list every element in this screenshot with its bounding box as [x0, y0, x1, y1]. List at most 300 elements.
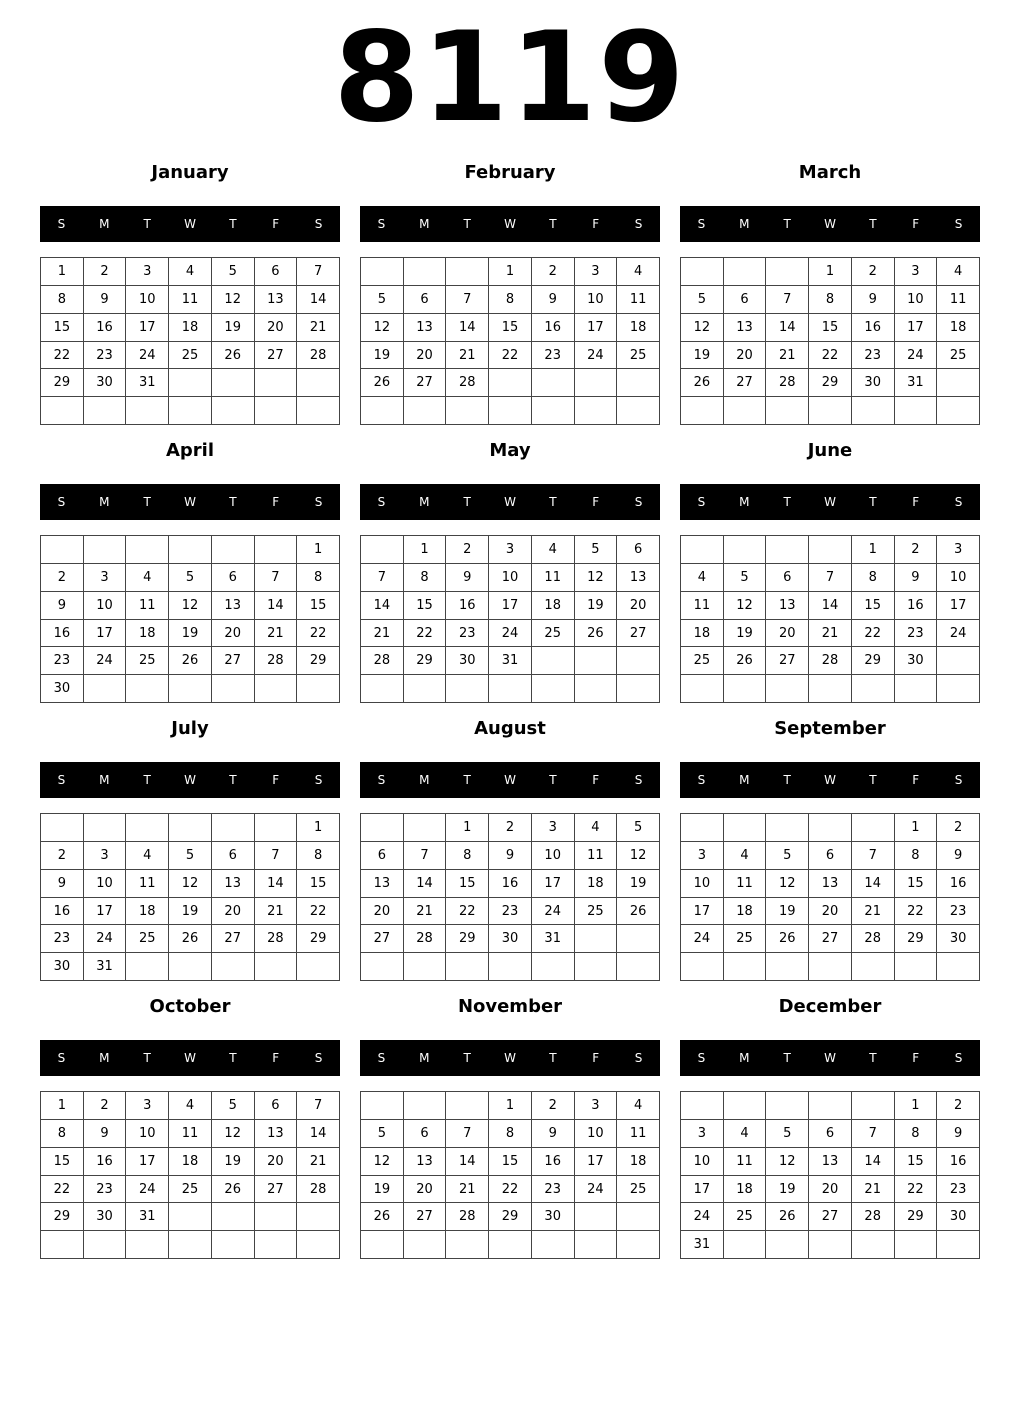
- day-cell: 22: [895, 1176, 938, 1204]
- day-cell: 29: [489, 1203, 532, 1231]
- weekday-header: [40, 762, 340, 798]
- day-cell: 27: [724, 369, 767, 397]
- day-cell: 30: [446, 647, 489, 675]
- empty-day-cell: [852, 953, 895, 981]
- day-cell: 11: [532, 564, 575, 592]
- day-cell: 5: [617, 814, 660, 842]
- day-cell: 16: [937, 1148, 980, 1176]
- day-cell: 15: [489, 1148, 532, 1176]
- day-cell: 27: [212, 925, 255, 953]
- day-grid: [360, 1091, 660, 1259]
- day-grid: [40, 1091, 340, 1259]
- day-cell: 12: [766, 1148, 809, 1176]
- day-cell: 28: [809, 647, 852, 675]
- day-cell: 23: [532, 342, 575, 370]
- empty-day-cell: [169, 397, 212, 425]
- day-cell: 12: [169, 592, 212, 620]
- day-cell: 1: [895, 1092, 938, 1120]
- weekday-label: W: [184, 1051, 196, 1065]
- weekday-label: W: [824, 1051, 836, 1065]
- day-cell: 17: [681, 1176, 724, 1204]
- day-cell: 17: [84, 620, 127, 648]
- day-cell: 29: [809, 369, 852, 397]
- day-cell: 27: [255, 1176, 298, 1204]
- day-cell: 4: [681, 564, 724, 592]
- day-cell: 31: [681, 1231, 724, 1259]
- day-cell: 14: [404, 870, 447, 898]
- empty-day-cell: [937, 369, 980, 397]
- day-cell: 4: [575, 814, 618, 842]
- day-cell: 10: [84, 592, 127, 620]
- day-cell: 2: [41, 842, 84, 870]
- day-cell: 13: [617, 564, 660, 592]
- day-cell: 23: [852, 342, 895, 370]
- empty-day-cell: [297, 397, 340, 425]
- day-cell: 26: [361, 369, 404, 397]
- weekday-label: M: [419, 495, 430, 509]
- day-cell: 9: [84, 1120, 127, 1148]
- weekday-label: M: [739, 1051, 750, 1065]
- empty-day-cell: [852, 1231, 895, 1259]
- empty-day-cell: [446, 397, 489, 425]
- weekday-label: F: [592, 773, 600, 787]
- empty-day-cell: [297, 1203, 340, 1231]
- weekday-header: [40, 206, 340, 242]
- day-cell: 1: [41, 258, 84, 286]
- day-cell: 1: [41, 1092, 84, 1120]
- day-cell: 22: [489, 342, 532, 370]
- day-cell: 28: [446, 1203, 489, 1231]
- day-cell: 6: [404, 286, 447, 314]
- weekday-label: T: [783, 1051, 791, 1065]
- day-cell: 9: [852, 286, 895, 314]
- weekday-label: S: [954, 217, 963, 231]
- empty-day-cell: [404, 1092, 447, 1120]
- day-cell: 9: [489, 842, 532, 870]
- empty-day-cell: [169, 1231, 212, 1259]
- day-cell: 15: [809, 314, 852, 342]
- day-cell: 21: [852, 898, 895, 926]
- day-cell: 21: [361, 620, 404, 648]
- day-cell: 20: [212, 898, 255, 926]
- day-cell: 3: [84, 564, 127, 592]
- day-cell: 24: [532, 898, 575, 926]
- day-cell: 7: [446, 1120, 489, 1148]
- empty-day-cell: [809, 536, 852, 564]
- weekday-label: W: [504, 217, 516, 231]
- day-cell: 28: [297, 1176, 340, 1204]
- day-cell: 7: [766, 286, 809, 314]
- empty-day-cell: [84, 397, 127, 425]
- day-cell: 21: [809, 620, 852, 648]
- day-cell: 1: [297, 814, 340, 842]
- day-cell: 6: [212, 842, 255, 870]
- day-cell: 14: [809, 592, 852, 620]
- empty-day-cell: [41, 397, 84, 425]
- day-cell: 5: [169, 842, 212, 870]
- day-cell: 2: [532, 258, 575, 286]
- weekday-label: T: [229, 495, 237, 509]
- empty-day-cell: [809, 675, 852, 703]
- day-cell: 2: [937, 1092, 980, 1120]
- day-cell: 12: [169, 870, 212, 898]
- empty-day-cell: [809, 397, 852, 425]
- day-cell: 2: [895, 536, 938, 564]
- day-cell: 26: [681, 369, 724, 397]
- empty-day-cell: [532, 369, 575, 397]
- day-cell: 11: [617, 1120, 660, 1148]
- empty-day-cell: [489, 369, 532, 397]
- weekday-label: S: [57, 1051, 66, 1065]
- day-cell: 8: [297, 564, 340, 592]
- day-cell: 12: [212, 286, 255, 314]
- day-cell: 12: [766, 870, 809, 898]
- day-cell: 25: [532, 620, 575, 648]
- day-cell: 7: [255, 564, 298, 592]
- weekday-header: [360, 762, 660, 798]
- day-cell: 23: [41, 647, 84, 675]
- day-cell: 24: [575, 342, 618, 370]
- empty-day-cell: [895, 953, 938, 981]
- empty-day-cell: [297, 675, 340, 703]
- day-cell: 1: [809, 258, 852, 286]
- day-cell: 6: [724, 286, 767, 314]
- day-cell: 9: [937, 1120, 980, 1148]
- weekday-label: S: [634, 1051, 643, 1065]
- day-cell: 9: [532, 1120, 575, 1148]
- day-cell: 5: [212, 1092, 255, 1120]
- day-cell: 25: [724, 925, 767, 953]
- day-cell: 28: [852, 925, 895, 953]
- day-cell: 18: [169, 314, 212, 342]
- weekday-label: W: [184, 217, 196, 231]
- day-cell: 11: [617, 286, 660, 314]
- empty-day-cell: [766, 814, 809, 842]
- day-cell: 7: [404, 842, 447, 870]
- day-cell: 16: [489, 870, 532, 898]
- empty-day-cell: [41, 814, 84, 842]
- empty-day-cell: [681, 536, 724, 564]
- day-cell: 25: [681, 647, 724, 675]
- day-cell: 1: [446, 814, 489, 842]
- day-cell: 18: [937, 314, 980, 342]
- day-cell: 23: [41, 925, 84, 953]
- day-cell: 26: [361, 1203, 404, 1231]
- day-cell: 15: [852, 592, 895, 620]
- empty-day-cell: [126, 1231, 169, 1259]
- empty-day-cell: [361, 953, 404, 981]
- day-cell: 23: [84, 342, 127, 370]
- month-name: January: [151, 162, 229, 183]
- day-grid: [680, 535, 980, 703]
- weekday-label: M: [419, 1051, 430, 1065]
- day-cell: 17: [681, 898, 724, 926]
- day-cell: 16: [937, 870, 980, 898]
- day-cell: 18: [617, 1148, 660, 1176]
- weekday-label: F: [272, 1051, 280, 1065]
- day-cell: 22: [404, 620, 447, 648]
- day-cell: 2: [41, 564, 84, 592]
- empty-day-cell: [361, 1231, 404, 1259]
- day-cell: 28: [297, 342, 340, 370]
- day-cell: 13: [212, 592, 255, 620]
- day-cell: 17: [937, 592, 980, 620]
- day-cell: 13: [404, 314, 447, 342]
- day-cell: 20: [766, 620, 809, 648]
- empty-day-cell: [766, 675, 809, 703]
- empty-day-cell: [404, 953, 447, 981]
- day-cell: 17: [575, 1148, 618, 1176]
- day-cell: 10: [681, 870, 724, 898]
- day-cell: 16: [446, 592, 489, 620]
- empty-day-cell: [681, 814, 724, 842]
- month-name: November: [457, 996, 563, 1017]
- day-cell: 20: [212, 620, 255, 648]
- day-cell: 6: [617, 536, 660, 564]
- day-cell: 25: [169, 1176, 212, 1204]
- day-cell: 26: [766, 1203, 809, 1231]
- day-cell: 30: [84, 1203, 127, 1231]
- empty-day-cell: [255, 369, 298, 397]
- weekday-label: M: [99, 217, 110, 231]
- day-cell: 24: [126, 342, 169, 370]
- empty-day-cell: [617, 647, 660, 675]
- day-grid: [360, 813, 660, 981]
- weekday-label: M: [99, 1051, 110, 1065]
- day-cell: 14: [446, 314, 489, 342]
- weekday-header: [680, 484, 980, 520]
- empty-day-cell: [766, 397, 809, 425]
- day-cell: 22: [297, 620, 340, 648]
- empty-day-cell: [617, 1231, 660, 1259]
- month-name: June: [807, 440, 853, 461]
- empty-day-cell: [169, 536, 212, 564]
- empty-day-cell: [297, 953, 340, 981]
- day-cell: 3: [681, 842, 724, 870]
- empty-day-cell: [809, 1231, 852, 1259]
- empty-day-cell: [852, 1092, 895, 1120]
- weekday-label: F: [912, 1051, 920, 1065]
- day-cell: 29: [852, 647, 895, 675]
- day-cell: 22: [41, 342, 84, 370]
- day-cell: 3: [126, 258, 169, 286]
- empty-day-cell: [724, 675, 767, 703]
- day-cell: 5: [724, 564, 767, 592]
- empty-day-cell: [766, 258, 809, 286]
- day-cell: 21: [255, 620, 298, 648]
- weekday-label: S: [314, 495, 323, 509]
- day-cell: 27: [361, 925, 404, 953]
- day-cell: 9: [41, 592, 84, 620]
- empty-day-cell: [724, 1231, 767, 1259]
- day-cell: 25: [575, 898, 618, 926]
- empty-day-cell: [297, 1231, 340, 1259]
- weekday-label: F: [912, 495, 920, 509]
- day-cell: 28: [446, 369, 489, 397]
- day-cell: 3: [489, 536, 532, 564]
- weekday-label: W: [184, 773, 196, 787]
- day-cell: 29: [41, 1203, 84, 1231]
- day-cell: 13: [212, 870, 255, 898]
- day-cell: 3: [126, 1092, 169, 1120]
- day-cell: 26: [617, 898, 660, 926]
- empty-day-cell: [766, 953, 809, 981]
- day-cell: 8: [446, 842, 489, 870]
- day-cell: 12: [724, 592, 767, 620]
- empty-day-cell: [937, 953, 980, 981]
- day-cell: 3: [575, 258, 618, 286]
- day-cell: 14: [766, 314, 809, 342]
- weekday-label: S: [57, 773, 66, 787]
- day-cell: 24: [895, 342, 938, 370]
- empty-day-cell: [169, 953, 212, 981]
- empty-day-cell: [724, 953, 767, 981]
- empty-day-cell: [446, 953, 489, 981]
- day-cell: 27: [404, 369, 447, 397]
- day-cell: 11: [126, 870, 169, 898]
- weekday-label: S: [634, 495, 643, 509]
- day-cell: 5: [361, 286, 404, 314]
- day-cell: 8: [404, 564, 447, 592]
- day-cell: 7: [297, 1092, 340, 1120]
- weekday-label: S: [697, 495, 706, 509]
- day-cell: 14: [446, 1148, 489, 1176]
- month-name: December: [778, 996, 882, 1017]
- day-cell: 19: [617, 870, 660, 898]
- day-cell: 29: [895, 925, 938, 953]
- empty-day-cell: [681, 397, 724, 425]
- day-cell: 24: [489, 620, 532, 648]
- empty-day-cell: [852, 814, 895, 842]
- day-cell: 8: [297, 842, 340, 870]
- day-cell: 25: [169, 342, 212, 370]
- day-cell: 27: [766, 647, 809, 675]
- day-cell: 8: [852, 564, 895, 592]
- empty-day-cell: [489, 1231, 532, 1259]
- day-cell: 30: [937, 925, 980, 953]
- empty-day-cell: [895, 675, 938, 703]
- day-cell: 15: [297, 592, 340, 620]
- day-cell: 4: [724, 1120, 767, 1148]
- day-cell: 31: [895, 369, 938, 397]
- weekday-label: W: [824, 495, 836, 509]
- day-cell: 13: [255, 286, 298, 314]
- day-grid: [680, 813, 980, 981]
- day-cell: 21: [852, 1176, 895, 1204]
- day-cell: 20: [809, 898, 852, 926]
- day-cell: 16: [532, 1148, 575, 1176]
- day-cell: 25: [617, 342, 660, 370]
- empty-day-cell: [532, 1231, 575, 1259]
- day-cell: 14: [297, 1120, 340, 1148]
- month-name: July: [171, 718, 209, 739]
- weekday-label: T: [549, 1051, 557, 1065]
- day-cell: 27: [255, 342, 298, 370]
- day-cell: 12: [617, 842, 660, 870]
- day-cell: 17: [84, 898, 127, 926]
- weekday-label: T: [143, 217, 151, 231]
- empty-day-cell: [169, 369, 212, 397]
- day-cell: 27: [404, 1203, 447, 1231]
- day-cell: 19: [575, 592, 618, 620]
- day-cell: 25: [937, 342, 980, 370]
- empty-day-cell: [84, 814, 127, 842]
- month-name: February: [464, 162, 556, 183]
- day-cell: 18: [532, 592, 575, 620]
- day-cell: 6: [766, 564, 809, 592]
- empty-day-cell: [404, 397, 447, 425]
- day-cell: 27: [617, 620, 660, 648]
- day-cell: 8: [41, 286, 84, 314]
- empty-day-cell: [937, 397, 980, 425]
- day-cell: 9: [84, 286, 127, 314]
- day-cell: 5: [169, 564, 212, 592]
- empty-day-cell: [169, 1203, 212, 1231]
- weekday-label: F: [592, 217, 600, 231]
- day-cell: 3: [937, 536, 980, 564]
- empty-day-cell: [169, 814, 212, 842]
- empty-day-cell: [575, 1231, 618, 1259]
- day-cell: 2: [532, 1092, 575, 1120]
- day-cell: 15: [489, 314, 532, 342]
- day-cell: 19: [169, 898, 212, 926]
- empty-day-cell: [126, 675, 169, 703]
- empty-day-cell: [212, 1203, 255, 1231]
- day-grid: [40, 535, 340, 703]
- day-cell: 10: [895, 286, 938, 314]
- year-title: 8119: [333, 6, 687, 150]
- weekday-label: S: [697, 1051, 706, 1065]
- empty-day-cell: [255, 1231, 298, 1259]
- empty-day-cell: [361, 675, 404, 703]
- day-cell: 20: [404, 342, 447, 370]
- weekday-label: S: [954, 1051, 963, 1065]
- day-cell: 25: [724, 1203, 767, 1231]
- day-cell: 13: [809, 1148, 852, 1176]
- day-cell: 13: [724, 314, 767, 342]
- day-grid: [360, 535, 660, 703]
- day-cell: 2: [84, 1092, 127, 1120]
- day-cell: 18: [169, 1148, 212, 1176]
- day-grid: [360, 257, 660, 425]
- day-cell: 10: [126, 1120, 169, 1148]
- day-cell: 19: [212, 314, 255, 342]
- empty-day-cell: [532, 675, 575, 703]
- empty-day-cell: [212, 1231, 255, 1259]
- day-cell: 25: [126, 647, 169, 675]
- empty-day-cell: [361, 397, 404, 425]
- empty-day-cell: [895, 1231, 938, 1259]
- day-cell: 3: [895, 258, 938, 286]
- empty-day-cell: [617, 397, 660, 425]
- day-cell: 17: [126, 314, 169, 342]
- day-cell: 4: [126, 564, 169, 592]
- day-cell: 24: [126, 1176, 169, 1204]
- day-cell: 6: [361, 842, 404, 870]
- day-cell: 13: [809, 870, 852, 898]
- empty-day-cell: [937, 675, 980, 703]
- day-cell: 4: [617, 1092, 660, 1120]
- weekday-header: [40, 484, 340, 520]
- day-cell: 26: [724, 647, 767, 675]
- weekday-label: S: [697, 773, 706, 787]
- day-cell: 26: [212, 1176, 255, 1204]
- empty-day-cell: [41, 536, 84, 564]
- weekday-label: S: [57, 495, 66, 509]
- weekday-header: [40, 1040, 340, 1076]
- day-cell: 18: [681, 620, 724, 648]
- weekday-label: F: [592, 1051, 600, 1065]
